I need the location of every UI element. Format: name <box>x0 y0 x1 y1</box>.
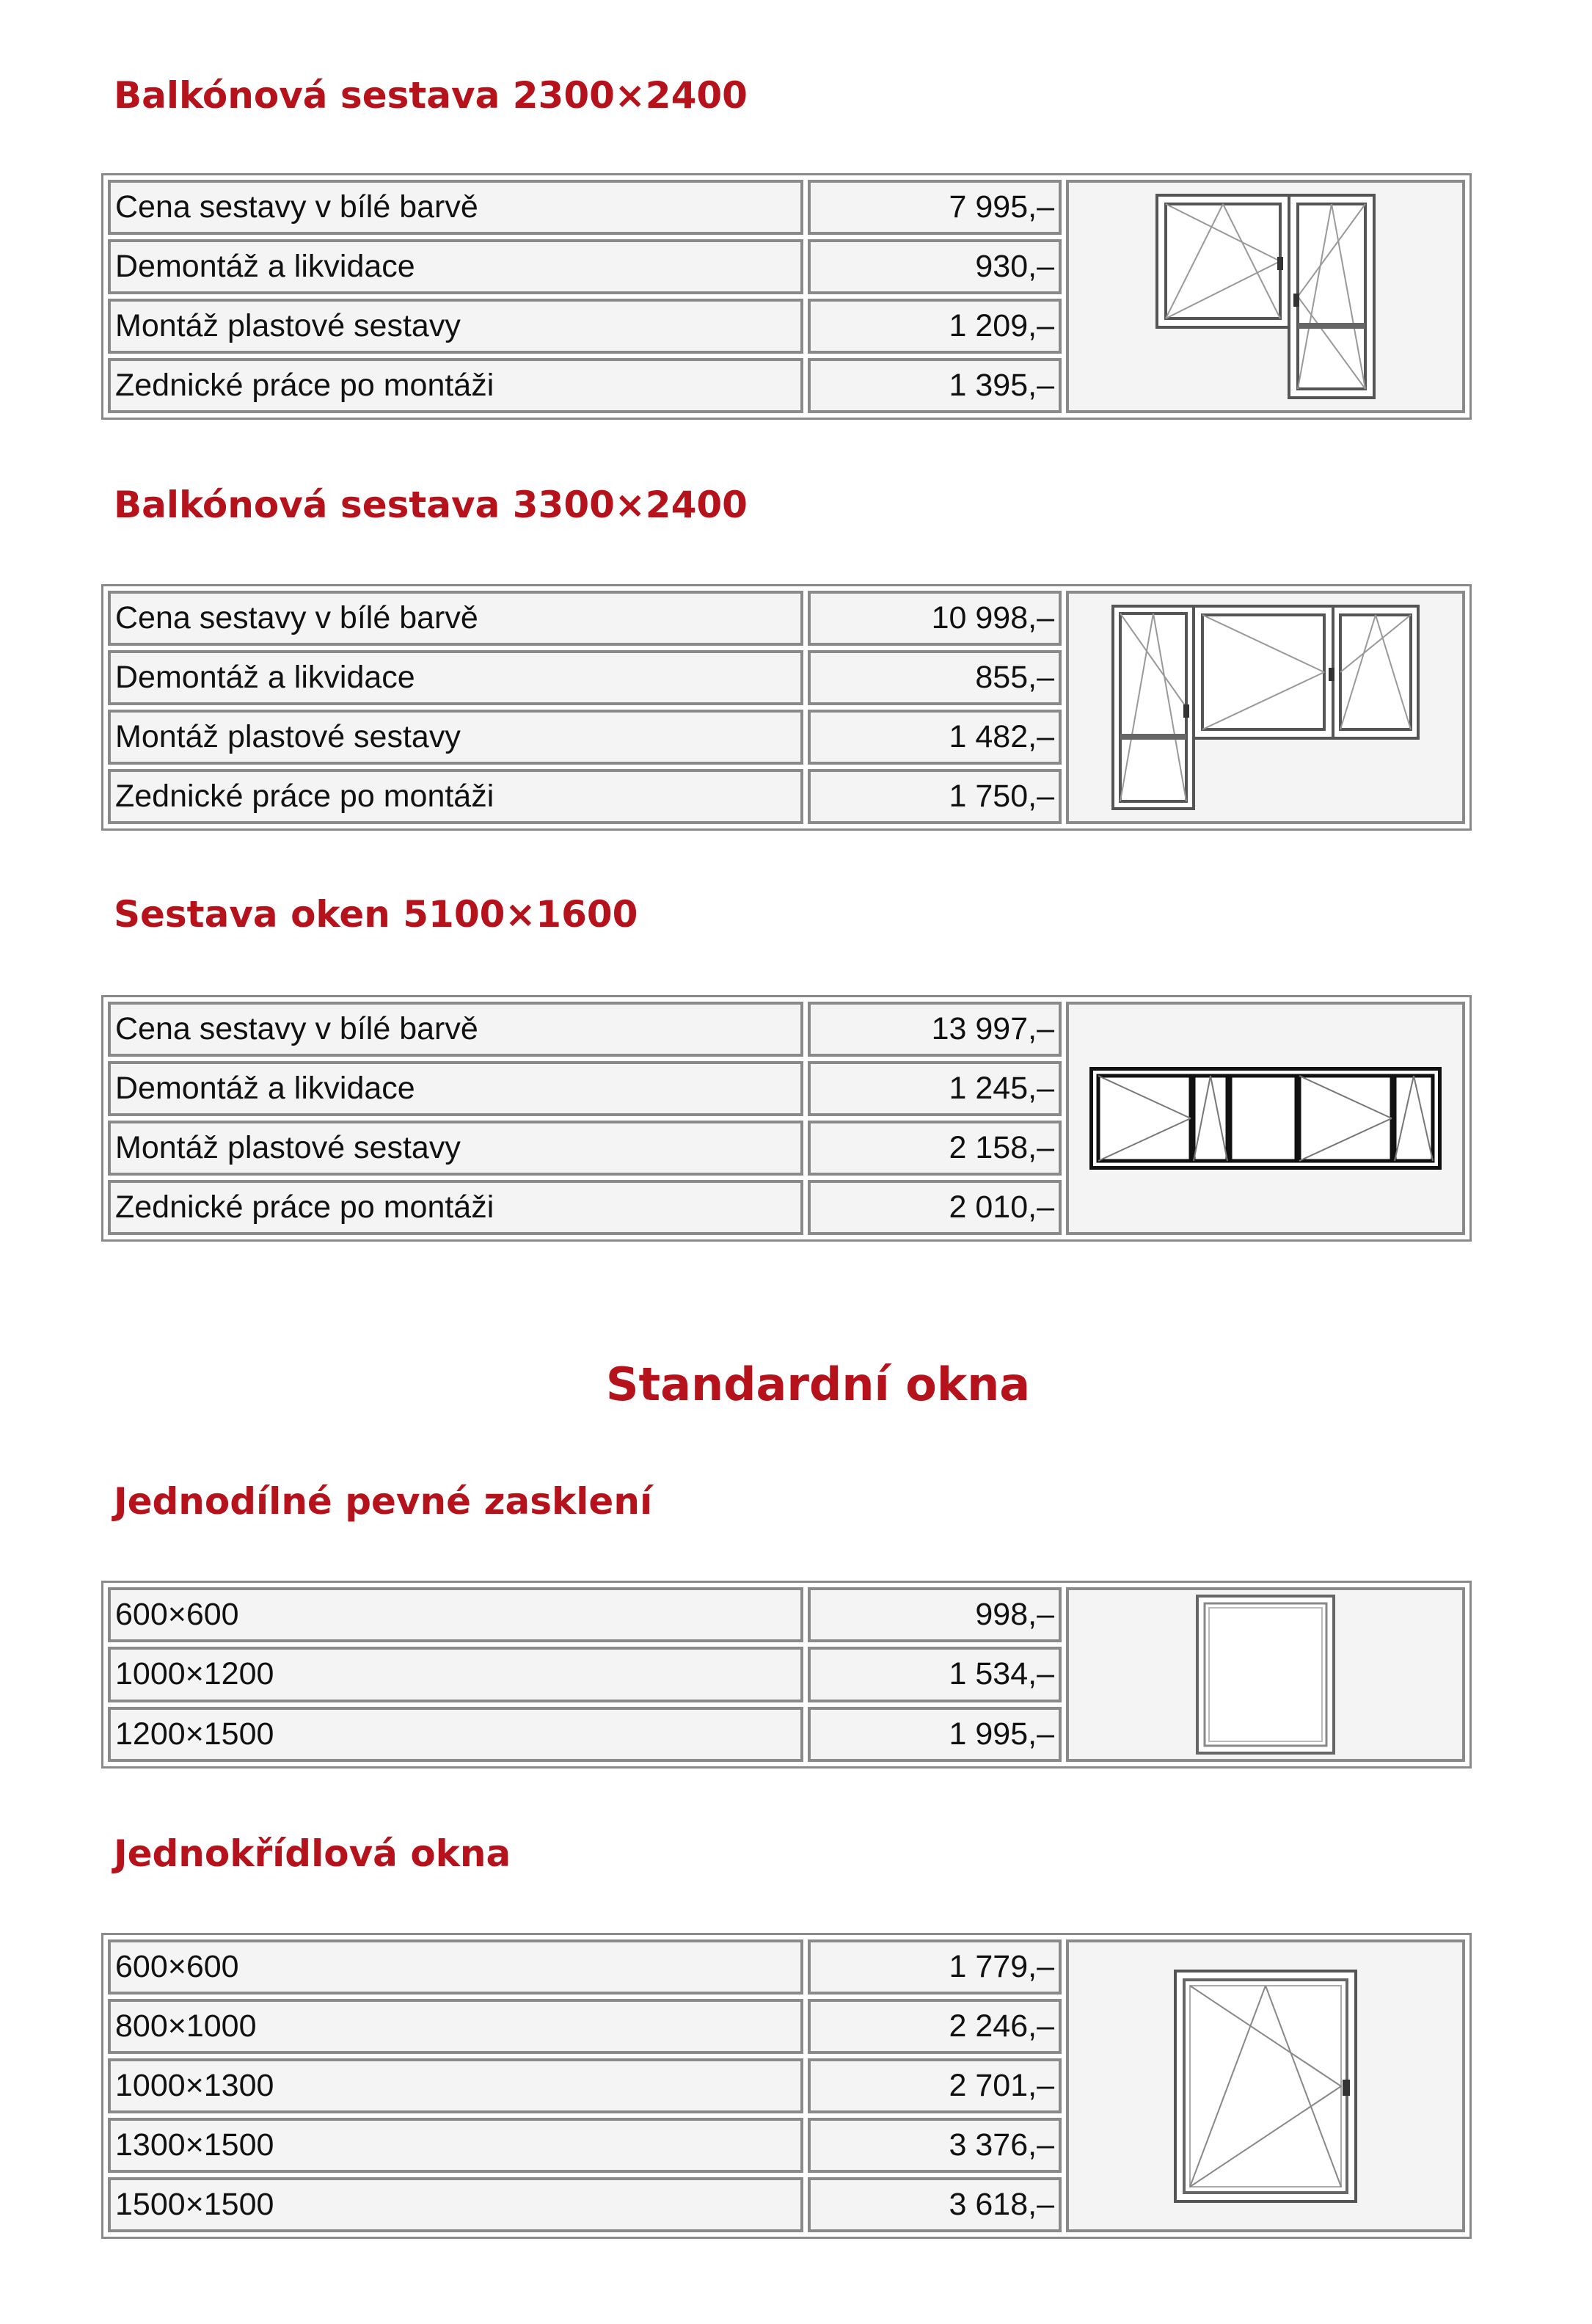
row-label: Zednické práce po montáži <box>108 769 803 824</box>
row-price: 1 209,– <box>808 299 1062 354</box>
row-price: 2 158,– <box>808 1121 1062 1176</box>
row-label: Zednické práce po montáži <box>108 1180 803 1235</box>
row-price: 1 245,– <box>808 1061 1062 1116</box>
balcony-set-window-door-icon <box>1155 194 1376 399</box>
row-price: 3 376,– <box>808 2118 1062 2173</box>
row-label: Cena sestavy v bílé barvě <box>108 1002 803 1057</box>
row-price: 1 482,– <box>808 710 1062 765</box>
price-table-balcony-3300 <box>101 584 1472 831</box>
row-label: Montáž plastové sestavy <box>108 1121 803 1176</box>
row-label: Cena sestavy v bílé barvě <box>108 180 803 235</box>
row-price: 1 395,– <box>808 358 1062 413</box>
row-price: 1 995,– <box>808 1707 1062 1762</box>
row-label: 1300×1500 <box>108 2118 803 2173</box>
balcony-set-door-two-windows-icon <box>1111 605 1420 810</box>
row-label: Demontáž a likvidace <box>108 650 803 705</box>
row-price: 998,– <box>808 1587 1062 1642</box>
row-label: 800×1000 <box>108 1999 803 2054</box>
row-label: Montáž plastové sestavy <box>108 299 803 354</box>
row-label: Demontáž a likvidace <box>108 1061 803 1116</box>
row-label: Montáž plastové sestavy <box>108 710 803 765</box>
section-title-window-set-5100: Sestava oken 5100×1600 <box>114 893 638 936</box>
product-image-cell <box>1066 1939 1465 2232</box>
product-image-cell <box>1066 180 1465 413</box>
price-table-balcony-2300 <box>101 173 1472 420</box>
product-image-cell <box>1066 591 1465 824</box>
single-sash-window-icon <box>1174 1970 1357 2203</box>
window-set-wide-icon <box>1089 1067 1442 1170</box>
row-price: 1 750,– <box>808 769 1062 824</box>
section-title-balcony-2300: Balkónová sestava 2300×2400 <box>114 74 748 117</box>
fixed-window-icon <box>1196 1595 1335 1755</box>
row-price: 3 618,– <box>808 2177 1062 2232</box>
section-title-balcony-3300: Balkónová sestava 3300×2400 <box>114 484 748 526</box>
price-table-fixed-glazing <box>101 1581 1472 1769</box>
table-row <box>108 1939 1465 1995</box>
product-image-cell <box>1066 1587 1465 1762</box>
row-label: 1200×1500 <box>108 1707 803 1762</box>
product-image-cell <box>1066 1002 1465 1235</box>
row-label: 600×600 <box>108 1587 803 1642</box>
standard-windows-heading: Standardní okna <box>605 1358 1031 1411</box>
row-price: 855,– <box>808 650 1062 705</box>
row-label: 1000×1200 <box>108 1647 803 1702</box>
row-price: 930,– <box>808 239 1062 294</box>
row-price: 10 998,– <box>808 591 1062 646</box>
row-label: 1500×1500 <box>108 2177 803 2232</box>
row-label: 600×600 <box>108 1939 803 1995</box>
section-title-fixed-glazing: Jednodílné pevné zasklení <box>114 1480 653 1523</box>
row-price: 2 246,– <box>808 1999 1062 2054</box>
row-price: 7 995,– <box>808 180 1062 235</box>
row-label: Zednické práce po montáži <box>108 358 803 413</box>
price-table-window-set-5100 <box>101 995 1472 1242</box>
price-table-single-sash <box>101 1933 1472 2239</box>
table-row <box>108 591 1465 646</box>
row-label: Demontáž a likvidace <box>108 239 803 294</box>
table-row <box>108 1587 1465 1642</box>
row-price: 13 997,– <box>808 1002 1062 1057</box>
row-label: Cena sestavy v bílé barvě <box>108 591 803 646</box>
row-price: 2 010,– <box>808 1180 1062 1235</box>
table-row <box>108 1002 1465 1057</box>
row-price: 1 534,– <box>808 1647 1062 1702</box>
row-label: 1000×1300 <box>108 2058 803 2113</box>
table-row <box>108 180 1465 235</box>
row-price: 2 701,– <box>808 2058 1062 2113</box>
row-price: 1 779,– <box>808 1939 1062 1995</box>
section-title-single-sash: Jednokřídlová okna <box>114 1832 511 1875</box>
